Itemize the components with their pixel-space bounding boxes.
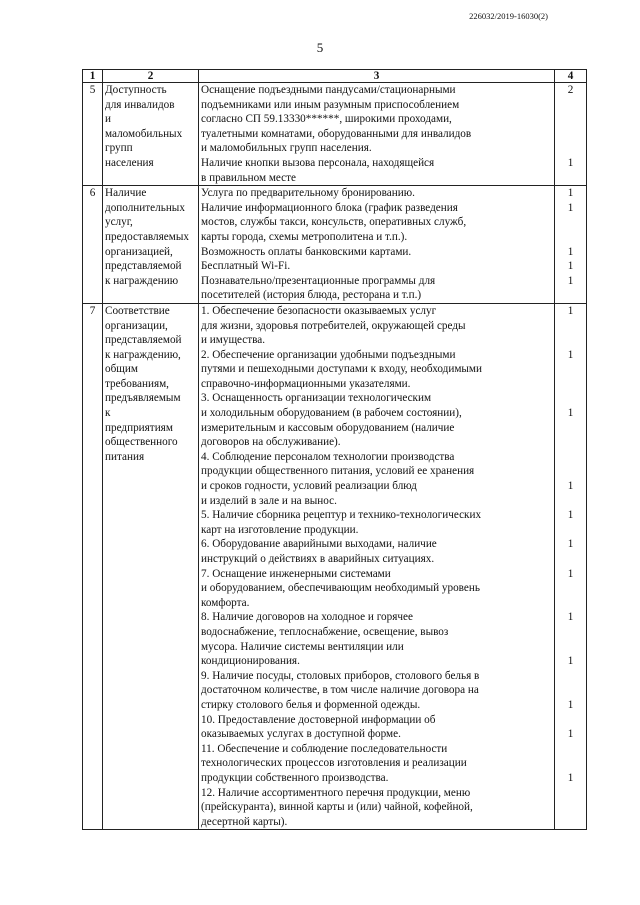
criterion-cell (103, 83, 199, 186)
text-line: предоставляемых (105, 230, 189, 243)
text-line: маломобильных (105, 127, 183, 140)
header-cell: 1 (83, 70, 103, 83)
table-row (83, 83, 587, 186)
header-cell: 3 (199, 70, 555, 83)
score-cell (555, 186, 587, 304)
text-line: 6. Оборудование аварийными выходами, наличие (201, 538, 437, 551)
score-value (557, 319, 584, 334)
description-cell (199, 303, 555, 829)
score-value (557, 786, 584, 801)
text-line: договоров на обслуживание). (201, 436, 341, 449)
score-value (557, 669, 584, 684)
text-line: Познавательно/презентационные программы для (201, 274, 436, 287)
score-value (557, 713, 584, 728)
score-value: 1 (567, 509, 574, 522)
score-value (557, 112, 584, 127)
score-value: 1 (567, 407, 574, 420)
score-value (557, 800, 584, 815)
score-value: 2 (567, 84, 574, 96)
text-line: Услуга по предварительному бронированию. (201, 187, 415, 200)
text-line: 8. Наличие договоров на холодное и горячее (201, 611, 413, 624)
table-row (83, 186, 587, 304)
text-line: мусора. Наличие системы вентиляции или (201, 640, 404, 653)
header-cell: 4 (555, 70, 587, 83)
score-value (557, 596, 584, 611)
score-value (557, 464, 584, 479)
text-line: требованиям, (105, 377, 169, 390)
score-cell (555, 303, 587, 829)
score-value (557, 742, 584, 757)
score-value (557, 756, 584, 771)
text-line: кондиционирования. (201, 655, 300, 668)
text-line: для инвалидов (105, 98, 175, 111)
score-value (557, 683, 584, 698)
text-line: и сроков годности, условий реализации блюд (201, 480, 417, 493)
score-value: 1 (567, 567, 574, 580)
text-line: измерительным и кассовым оборудованием (наличие (201, 421, 455, 434)
text-line: общественного (105, 436, 178, 449)
score-value (557, 494, 584, 509)
description-cell (199, 83, 555, 186)
score-value (557, 581, 584, 596)
text-line: и имущества. (201, 334, 266, 347)
text-line: 10. Предоставление достоверной информации об (201, 713, 436, 726)
criterion-cell (103, 186, 199, 304)
text-line: продукции собственного производства. (201, 771, 389, 784)
row-number: 5 (83, 83, 103, 186)
score-value: 1 (567, 156, 574, 169)
text-line: карты города, схемы метрополитена и т.п.). (201, 230, 408, 243)
score-value: 1 (567, 274, 574, 287)
score-value: 1 (567, 771, 574, 784)
table-row (83, 303, 587, 829)
document-number: 226032/2019-16030(2) (469, 11, 548, 21)
text-line: 4. Соблюдение персоналом технологии производства (201, 450, 455, 463)
score-value (557, 421, 584, 436)
text-line: и (105, 113, 111, 126)
score-value (557, 391, 584, 406)
text-line: 11. Обеспечение и соблюдение последовательности (201, 742, 448, 755)
text-line: населения (105, 156, 154, 169)
score-value (557, 362, 584, 377)
text-line: водоснабжение, теплоснабжение, освещение, вывоз (201, 625, 449, 638)
text-line: для жизни, здоровья потребителей, окружающей среды (201, 319, 466, 332)
text-line: к награждению, (105, 348, 181, 361)
text-line: достаточном количестве, в том числе наличие договора на (201, 684, 479, 697)
text-line: карт на изготовление продукции. (201, 523, 359, 536)
criterion-cell (103, 303, 199, 829)
text-line: Наличие кнопки вызова персонала, находящейся (201, 156, 435, 169)
text-line: Возможность оплаты банковскими картами. (201, 245, 412, 258)
text-line: и изделий в зале и на вынос. (201, 494, 337, 507)
text-line: Доступность (105, 84, 167, 96)
text-line: 9. Наличие посуды, столовых приборов, столового белья в (201, 669, 480, 682)
score-value (557, 141, 584, 156)
text-line: Бесплатный Wi-Fi. (201, 260, 291, 273)
text-line: мостов, службы такси, консульств, оперативных служб, (201, 216, 467, 229)
score-value: 1 (567, 245, 574, 258)
text-line: технологических процессов изготовления и реализации (201, 757, 467, 770)
text-line: туалетными комнатами, оборудованными для инвалидов (201, 127, 472, 140)
row-number: 7 (83, 303, 103, 829)
score-value (557, 171, 584, 186)
text-line: и оборудованием, обеспечивающим необходимый уровень (201, 582, 480, 595)
text-line: предъявляемым (105, 392, 181, 405)
text-line: инструкций о действиях в аварийных ситуациях. (201, 553, 435, 565)
score-value: 1 (567, 201, 574, 214)
text-line: питания (105, 450, 145, 463)
text-line: 5. Наличие сборника рецептур и технико-технологических (201, 509, 482, 522)
score-value (557, 552, 584, 567)
score-value (557, 215, 584, 230)
row-number: 6 (83, 186, 103, 304)
score-value (557, 127, 584, 142)
text-line: к (105, 407, 111, 420)
score-value (557, 333, 584, 348)
text-line: общим (105, 363, 138, 376)
text-line: Оснащение подъездными пандусами/стационарными (201, 84, 456, 96)
text-line: 1. Обеспечение безопасности оказываемых услуг (201, 304, 437, 317)
text-line: 3. Оснащенность организации технологическим (201, 392, 432, 405)
text-line: в правильном месте (201, 171, 296, 184)
text-line: групп (105, 142, 133, 155)
text-line: Наличие (105, 187, 147, 200)
score-value: 1 (567, 187, 574, 200)
text-line: 7. Оснащение инженерными системами (201, 567, 391, 580)
score-value: 1 (567, 304, 574, 317)
score-value (557, 288, 584, 303)
score-value: 1 (567, 480, 574, 493)
score-value (557, 435, 584, 450)
text-line: организации, (105, 319, 168, 332)
text-line: десертной карты). (201, 815, 288, 828)
score-value (557, 230, 584, 245)
criteria-table (82, 69, 587, 830)
score-cell (555, 83, 587, 186)
score-value (557, 815, 584, 830)
score-value (557, 377, 584, 392)
text-line: Наличие информационного блока (график разведения (201, 201, 458, 214)
page-number: 5 (316, 40, 324, 55)
score-value: 1 (567, 538, 574, 551)
text-line: справочно-информационными указателями. (201, 377, 411, 390)
score-value: 1 (567, 348, 574, 361)
text-line: 2. Обеспечение организации удобными подъездными (201, 348, 456, 361)
text-line: комфорта. (201, 596, 250, 609)
score-value: 1 (567, 728, 574, 741)
text-line: организацией, (105, 245, 173, 258)
text-line: 12. Наличие ассортиментного перечня продукции, меню (201, 786, 471, 799)
score-value: 1 (567, 260, 574, 273)
text-line: продукции общественного питания, условий ее хранения (201, 465, 475, 478)
description-cell (199, 186, 555, 304)
score-value (557, 640, 584, 655)
text-line: согласно СП 59.13330******, широкими проходами, (201, 113, 452, 126)
score-value (557, 625, 584, 640)
text-line: стирку столового белья и форменной одежды. (201, 698, 421, 711)
text-line: представляемой (105, 260, 182, 273)
text-line: подъемниками или иным разумным приспособлением (201, 98, 460, 111)
text-line: представляемой (105, 334, 182, 347)
score-value (557, 98, 584, 113)
text-line: услуг, (105, 216, 133, 229)
text-line: Соответствие (105, 304, 170, 317)
header-cell: 2 (103, 70, 199, 83)
text-line: оказываемых услугах в доступной форме. (201, 728, 401, 741)
text-line: дополнительных (105, 201, 185, 214)
score-value (557, 523, 584, 538)
text-line: и холодильным оборудованием (в рабочем состоянии), (201, 407, 462, 420)
score-value: 1 (567, 698, 574, 711)
score-value: 1 (567, 655, 574, 668)
text-line: посетителей (история блюда, ресторана и т.п.) (201, 289, 422, 302)
text-line: и маломобильных групп населения. (201, 142, 372, 155)
score-value (557, 450, 584, 465)
score-value: 1 (567, 611, 574, 624)
text-line: (прейскуранта), винной карты и (или) чайной, кофейной, (201, 801, 473, 814)
text-line: к награждению (105, 274, 179, 287)
table-header-row (83, 70, 587, 83)
text-line: путями и пешеходными доступами к входу, необходимыми (201, 363, 482, 376)
text-line: предприятиям (105, 421, 173, 434)
